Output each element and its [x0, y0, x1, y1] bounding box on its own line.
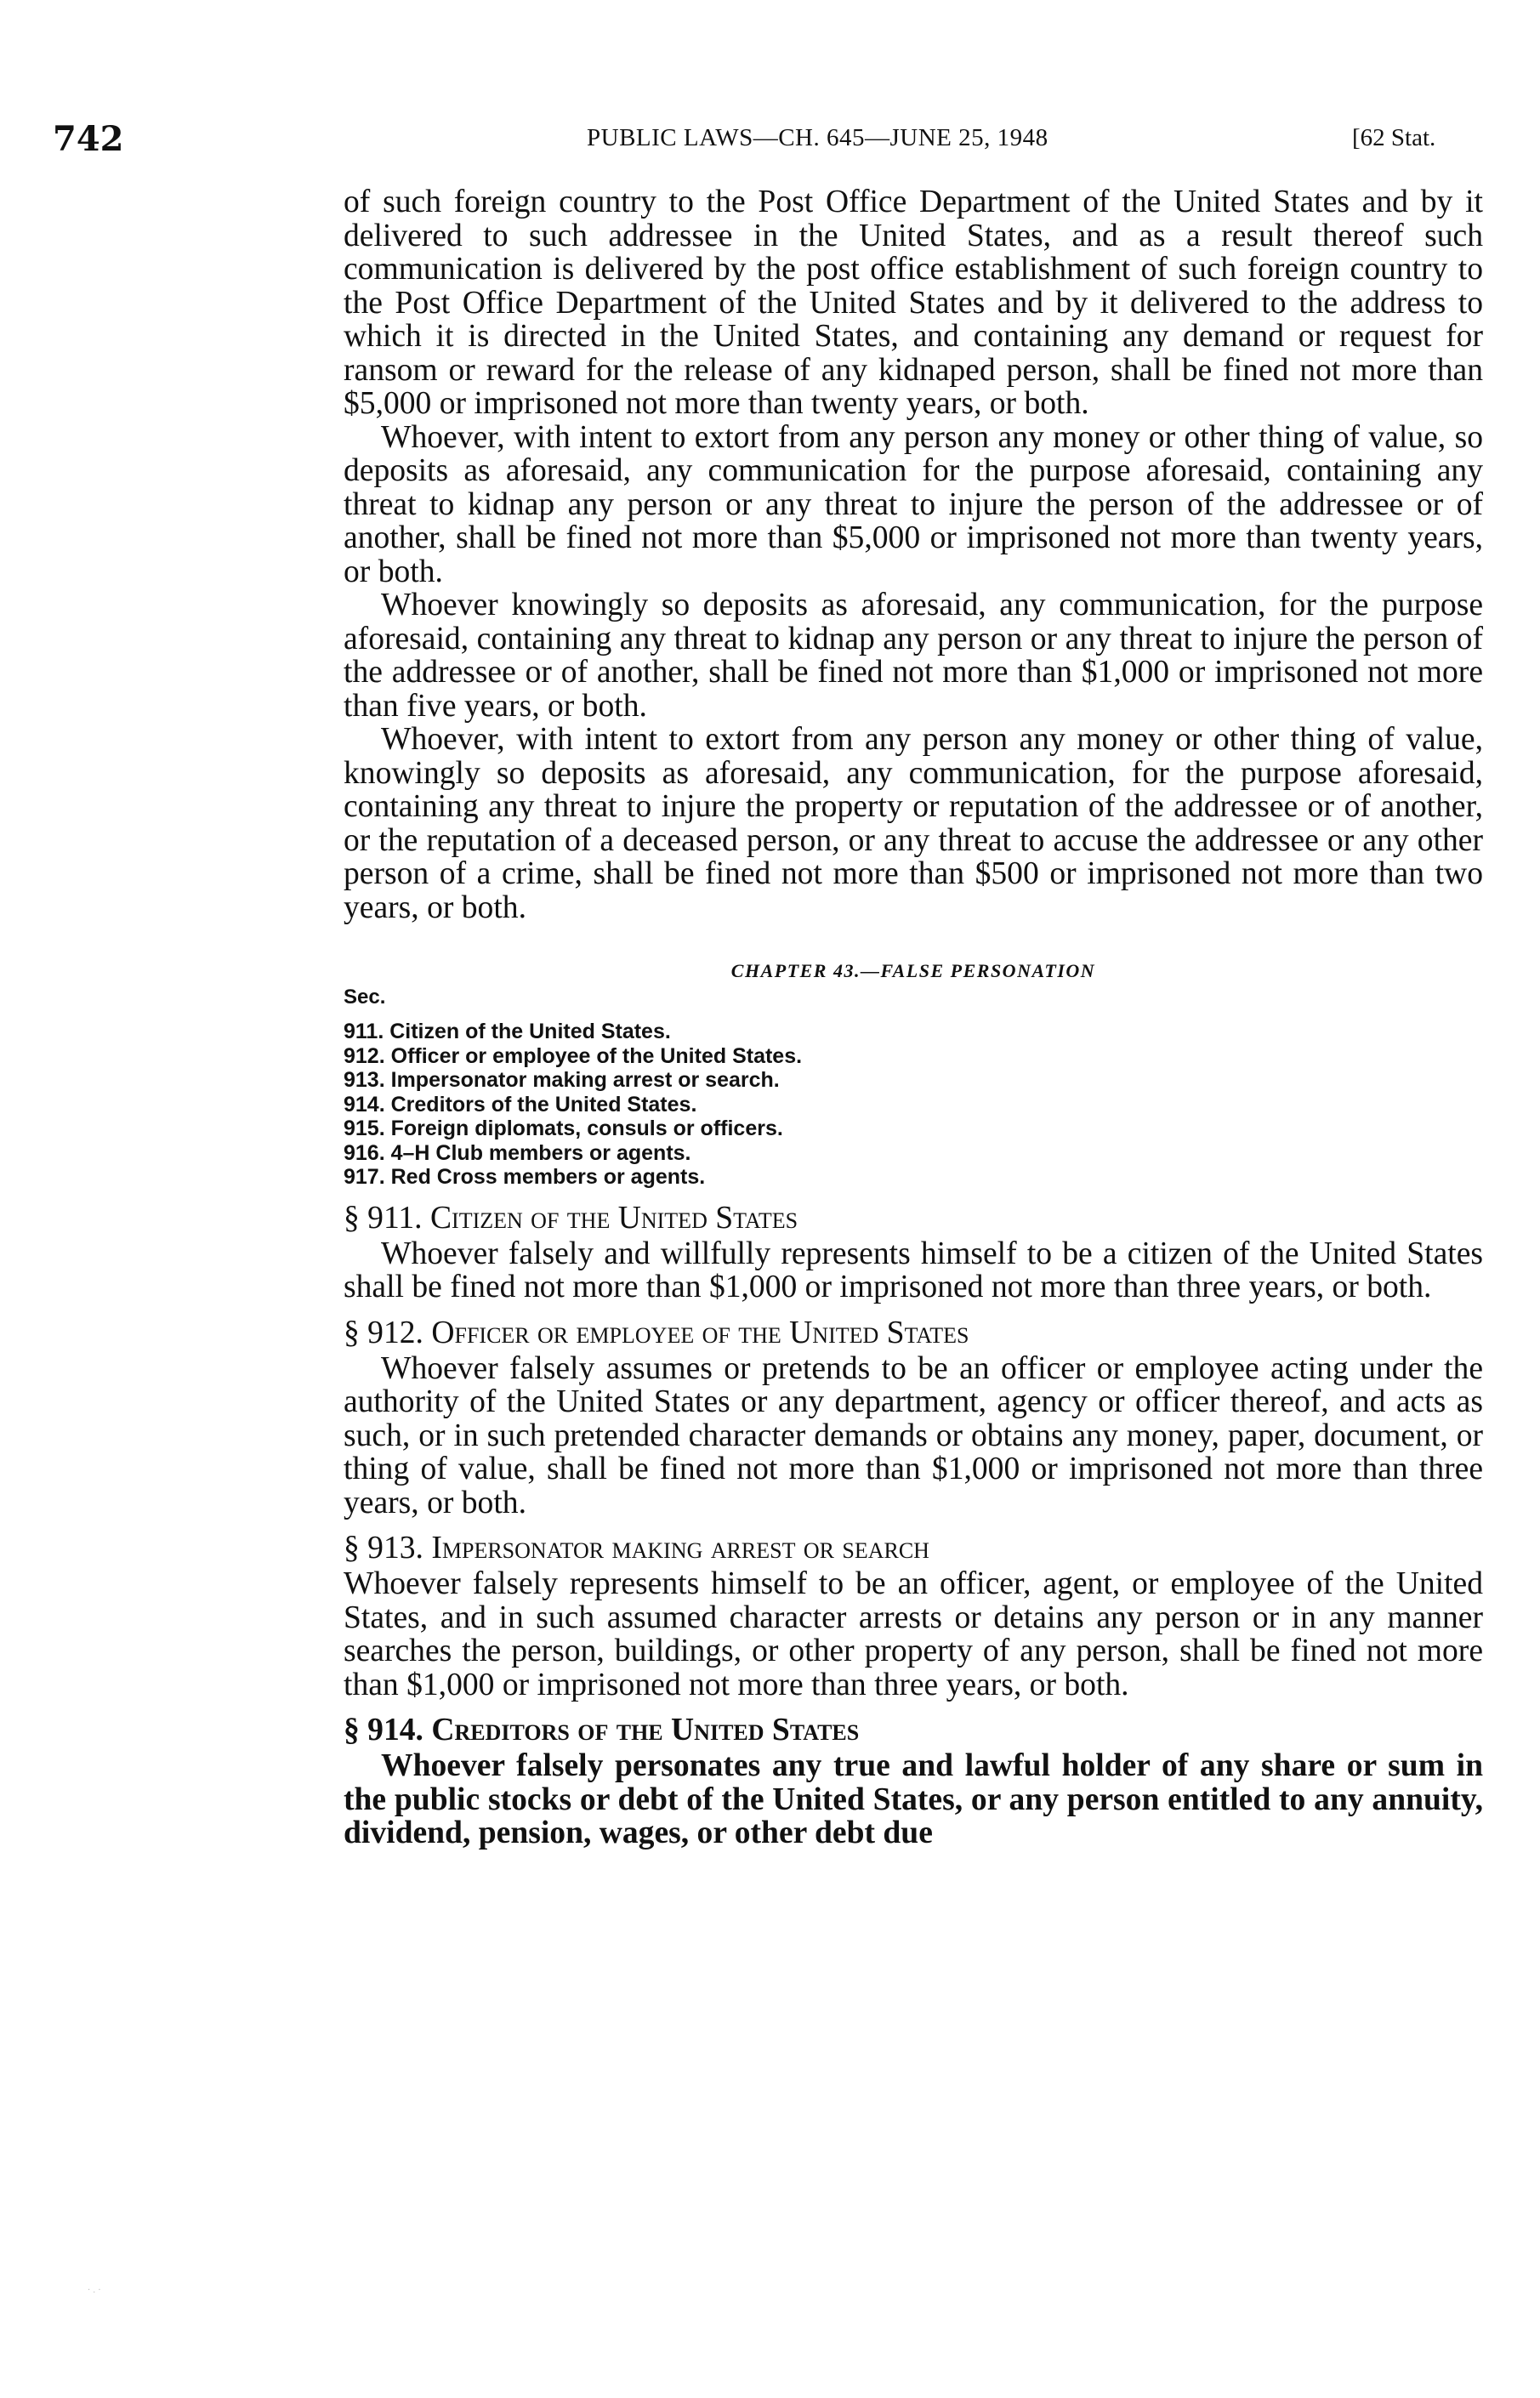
section-list-title: Creditors of the United States.: [390, 1092, 697, 1117]
section-list-title: Red Cross members or agents.: [390, 1165, 706, 1189]
paragraph-extortion-threat: Whoever, with intent to extort from any person any money or other thing of value, so deposits as aforesaid, any communication for the purpose aforesaid, containing any threat to kidnap any person or any threat to injure the person of the addressee or of another, shall be fined not more than $5,000 or imprisoned not more than twenty years, or both.: [344, 419, 1483, 589]
section-911: [344, 1200, 1483, 1304]
section-heading: [344, 1315, 1483, 1352]
paragraph-continued: of such foreign country to the Post Office Department of the United States and by it delivered to such addressee in the United States, and as a result thereof such communication is delivered by the post office establishment of such foreign country to the Post Office Department of the United States and by it delivered to the address to which it is directed in the United States, and containing any demand or request for ransom or reward for the release of any kidnaped person, shall be fined not more than $5,000 or imprisoned not more than twenty years, or both.: [344, 185, 1483, 421]
section-912: [344, 1315, 1483, 1520]
section-list-item: [344, 1165, 1483, 1190]
section-symbol: § 914.: [344, 1713, 423, 1747]
section-list: [344, 1020, 1483, 1190]
section-list-number: 911.: [344, 1020, 384, 1043]
section-list-title: Foreign diplomats, consuls or officers.: [390, 1117, 783, 1140]
paragraph-knowing-deposit: Whoever knowingly so deposits as aforesaid, any communication, for the purpose aforesaid, containing any threat to kidnap any person or any threat to injure the person of the addressee or of another, shall be fined not more than $1,000 or imprisoned not more than five years, or both.: [344, 588, 1483, 724]
section-list-number: 914.: [344, 1092, 385, 1117]
section-list-title: Citizen of the United States.: [389, 1020, 671, 1043]
section-list-item: [344, 1093, 1483, 1117]
section-list-item: [344, 1068, 1483, 1093]
section-title: Officer or employee of the United States: [431, 1315, 969, 1350]
section-text: Whoever falsely represents himself to be an officer, agent, or employee of the United States, and in such assumed character arrests or detains any person or in any manner searches the person, buildings, or other property of any person, shall be fined not more than $1,000 or imprisoned not more than three years, or both.: [344, 1566, 1483, 1702]
section-title: Creditors of the United States: [431, 1713, 860, 1747]
section-list-item: [344, 1020, 1483, 1044]
sec-label: Sec.: [344, 986, 386, 1009]
section-heading: [344, 1530, 1483, 1567]
section-list-item: [344, 1044, 1483, 1069]
running-head: PUBLIC LAWS—CH. 645—JUNE 25, 1948: [587, 124, 1048, 151]
section-list-title: 4–H Club members or agents.: [390, 1140, 691, 1165]
section-list-number: 912.: [344, 1043, 385, 1068]
statute-reference: [62 Stat.: [1352, 124, 1436, 151]
section-914: [344, 1712, 1483, 1850]
section-text: Whoever falsely and willfully represents himself to be a citizen of the United States shall be fined not more than $1,000 or imprisoned not more than three years, or both.: [344, 1236, 1483, 1304]
scan-specks: ·.·: [88, 2286, 104, 2295]
section-heading: [344, 1200, 1483, 1237]
section-symbol: § 912.: [344, 1315, 423, 1350]
section-heading: [344, 1712, 1483, 1749]
section-list-title: Officer or employee of the United States.: [390, 1043, 803, 1068]
page-header: [0, 119, 1540, 162]
section-913: [344, 1530, 1483, 1702]
section-list-number: 916.: [344, 1140, 385, 1165]
section-list-item: [344, 1117, 1483, 1141]
paragraph-reputation-threat: Whoever, with intent to extort from any person any money or other thing of value, knowingly so deposits as aforesaid, any communication, for the purpose aforesaid, containing any threat to injure the property or reputation of the addressee or of another, or the reputation of a deceased person, or any threat to accuse the addressee or any other person of a crime, shall be fined not more than $500 or imprisoned not more than two years, or both.: [344, 722, 1483, 925]
section-symbol: § 913.: [344, 1531, 423, 1566]
section-text: Whoever falsely assumes or pretends to be an officer or employee acting under the authority of the United States or any department, agency or officer thereof, and acts as such, or in such pretended character demands or obtains any money, paper, document, or thing of value, shall be fined not more than $1,000 or imprisoned not more than three years, or both.: [344, 1350, 1483, 1520]
section-title: Citizen of the United States: [429, 1200, 798, 1236]
section-list-number: 915.: [344, 1117, 385, 1140]
section-text: Whoever falsely personates any true and lawful holder of any share or sum in the public stocks or debt of the United States, or any person entitled to any annuity, dividend, pension, wages, or other debt due: [344, 1748, 1483, 1850]
section-title: Impersonator making arrest or search: [431, 1531, 929, 1566]
section-list-title: Impersonator making arrest or search.: [390, 1068, 780, 1092]
section-symbol: § 911.: [344, 1200, 423, 1236]
section-list-item: [344, 1141, 1483, 1166]
section-list-number: 917.: [344, 1165, 385, 1189]
section-list-number: 913.: [344, 1068, 385, 1092]
chapter-contents: [344, 960, 1483, 1190]
page-body: [344, 185, 1483, 1850]
page-number: 742: [53, 119, 124, 159]
chapter-title: CHAPTER 43.—FALSE PERSONATION: [730, 960, 1096, 981]
